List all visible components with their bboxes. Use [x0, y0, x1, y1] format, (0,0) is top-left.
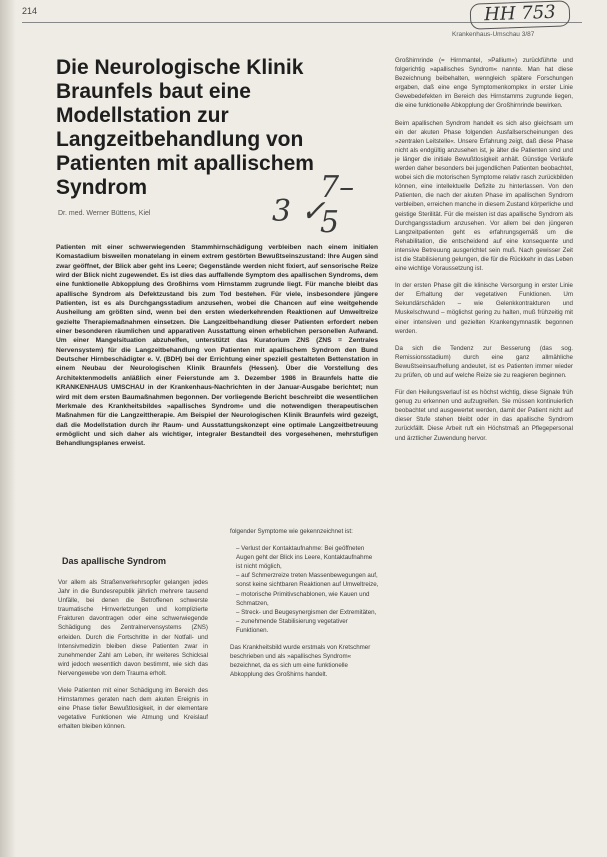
paragraph: folgender Symptome wie gekennzeichnet ist: [230, 528, 353, 535]
body-column-left [58, 578, 208, 740]
handwritten-note-bottom: 3 ✓ [272, 194, 326, 229]
list-item: – Verlust der Kontaktaufnahme: Bei geöffneten Augen geht der Blick ins Leere, Kontaktaufnahme ist nicht möglich, [236, 544, 380, 571]
paragraph: Beim apallischen Syndrom handelt es sich also gleichsam um ein der akuten Phase folgenden Ausfallserscheinungen des »zentralen Leitstelle«. Unsere Erfahrung zeigt, daß diese Phase nicht als endgültig anzusehen ist, je älter die Patienten sind und je länger die initiale Bewußtlosigkeit anhält. Günstige Verläufe werden daher besonders bei jugendlichen Patienten beobachtet, wobei sich die motorischen Symptome relativ rasch zurückbilden können, eine intellektuelle Defizite zu hinterlassen. Von den Patienten, die nach der akuten Phase im apallischen Syndrom verbleiben, erreichen manche in diesem Zustand körperliche und geistige Sterilität. Für die meisten ist das apallische Syndrom als Durchgangsstadium anzusehen. Vor allem bei den jüngeren Langzeitpatienten geht es erfahrungsgemäß um die Rehabilitation, die entscheidend auf eine konsequente und intensive Betreuung ausgerichtet sein muß. Nach gewisser Zeit ist die Stabilisierung gelungen, die für die Rückkehr in das Leben eine wichtige Voraussetzung ist. [395, 119, 573, 273]
journal-reference: Krankenhaus-Umschau 3/87 [452, 31, 535, 38]
paragraph: Viele Patienten mit einer Schädigung im Bereich des Hirnstammes geraten nach dem akuten Ereignis in eine Phase tiefer Bewußtlosigkeit, in der elementare vegetative Funktionen wie Atmung und Kreislauf erhalten bleiben können. [58, 687, 208, 731]
article-title: Die Neurologische Klinik Braunfels baut eine Modellstation zur Langzeitbehandlung von Patienten mit apallischem Syndrom [56, 56, 314, 199]
list-item: – auf Schmerzreize treten Massenbewegungen auf, sonst keine sichtbaren Reaktionen auf Umweltreize, [236, 571, 380, 589]
symptom-list [230, 544, 380, 635]
paragraph: Da sich die Tendenz zur Besserung (das sog. Remissionsstadium) durch eine ganz allmähliche Bewußtseinsaufhellung andeutet, ist es Patienten immer wieder zu prüfen, ob und auf welche Reize sie zu reagieren beginnen. [395, 344, 573, 379]
list-item: – Streck- und Beugesynergismen der Extremitäten, [236, 608, 380, 617]
section-heading: Das apallische Syndrom [62, 556, 167, 566]
body-column-middle [230, 527, 380, 687]
paragraph: Für den Heilungsverlauf ist es höchst wichtig, diese Signale früh genug zu erkennen und aufzugreifen. Sie müssen kontinuierlich beobachtet und ausgewertet werden, damit der Patient nicht auf dieser Stufe stehen bleibt oder in das apallische Syndrom zurückfällt. Diese Arbeit ruft ein Höchstmaß an Pflegepersonal und ärztlicher Zuwendung hervor. [395, 389, 573, 442]
author-line: Dr. med. Werner Büttens, Kiel [58, 210, 151, 217]
page-number: 214 [22, 6, 38, 16]
handwritten-note-top: 7–5 [320, 170, 355, 240]
paragraph: Das Krankheitsbild wurde erstmals von Kretschmer beschrieben und als »apallisches Syndrom« bezeichnet, da es sich um eine funktionelle Abkopplung des Großhirns handelt. [230, 644, 371, 679]
scan-edge-shadow [0, 0, 16, 857]
body-column-right [395, 56, 573, 451]
paragraph: Vor allem als Straßenverkehrsopfer gelangen jedes Jahr in die Bundesrepublik jährlich mehrere tausend Unfälle, bei denen die Betroffenen schwerste traumatische Hirnverletzungen und komplizierte Frakturen davontragen oder eine schwerwiegende Schädigung des Zentralnervensystems (ZNS) erleiden. Durch die Fortschritte in der Notfall- und Intensivmedizin bleiben diese Patienten zwar in zunehmender Zahl am Leben, ihr weiteres Schicksal wird jedoch wesentlich davon bestimmt, wie sich das Nervengewebe von dem Trauma erholt. [58, 579, 208, 677]
paragraph: Großhirnrinde (= Hirnmantel, »Pallium«) zurückführte und folgerichtig »apallisches Syndrom« nannte. Man hat diese Bezeichnung beibehalten, wenngleich spätere Forschungen ergaben, daß eine enge Symptomenkomplex in erster Linie Gewebedefekten im Bereich des Hirnstamms zugrunde liegen, die eine funktionelle Abkopplung der Großhirnrinde bewirken. [395, 57, 573, 110]
paragraph: In der ersten Phase gilt die klinische Versorgung in erster Linie der Erhaltung der vegetativen Funktionen. Um Sekundärschäden – wie Gelenkkontrakturen und Muskelschwund – möglichst gering zu halten, muß frühzeitig mit einer intensiven und gezielten Krankengymnastik begonnen werden. [395, 282, 573, 335]
article-abstract: Patienten mit einer schwerwiegenden Stammhirnschädigung verbleiben nach einem initialen Komastadium bisweilen monatelang in einem extrem gestörten Bewußtseinszustand: Ihre Augen sind zwar geöffnet, der Blick aber geht ins Leere; Gegenstände werden nicht fixiert, auf sensorische Reize wird der Blick nicht zugewendet. Es ist dies das auffallende Symptom des apallischen Syndroms, dem eine funktionelle Abkopplung des Großhirns vom Hirnstamm zugrunde liegt. Für manche bleibt das apallische Syndrom als Defektzustand bis zum Tod bestehen. Für viele, insbesondere jüngere Patienten, ist es als Durchgangsstadium anzusehen, wobei die Chancen auf eine weitgehende Ausheilung am größten sind, wenn bei den ersten wiederkehrenden Reaktionen auf Umweltreize gezielte Therapiemaßnahmen einsetzen. Die Langzeitbehandlung dieser Patienten erfordert neben einer besonderen räumlichen und apparativen Ausstattung einen erheblichen personellen Aufwand. Um einer Mangelsituation abzuhelfen, unterstützt das Kuratorium ZNS (ZNS = Zentrales Nervensystem) für die Langzeitbehandlung von Patienten mit apallischem Syndrom den Bund Deutscher Hirnbeschädigter e. V. (BDH) bei der Errichtung einer speziell gestalteten Bettenstation in einem Neubau der Neurologischen Klinik Braunfels (Hessen). Über die Vorstellung des Architektenmodells anläßlich einer Feierstunde am 3. Dezember 1986 in Braunfels hatte die KRANKENHAUS UMSCHAU in der Krankenhaus-Nachrichten in der Januar-Ausgabe berichtet; nun wird mit dem ersten Baumaßnahmen begonnen. Der vorliegende Bericht beschreibt die wesentlichen Merkmale des Krankheitsbildes »apallisches Syndrom« und die notwendigen therapeutischen Maßnahmen für die Langzeittherapie. Am Beispiel der Neurologischen Klinik Braunfels wird gezeigt, daß die Modellstation durch ihr Raum- und Ausstattungskonzept eine optimale Langzeitbetreuung ermöglicht und sich daher als wichtiger, integraler Bestandteil des vorgesehenen, mehrstufigen Behandlungsplanes erweist. [56, 244, 378, 448]
archive-stamp: HH 753 [470, 0, 571, 29]
list-item: – motorische Primitivschablonen, wie Kauen und Schmatzen, [236, 590, 380, 608]
handwritten-annotation [272, 170, 372, 240]
list-item: – zunehmende Stabilisierung vegetativer Funktionen. [236, 617, 380, 635]
